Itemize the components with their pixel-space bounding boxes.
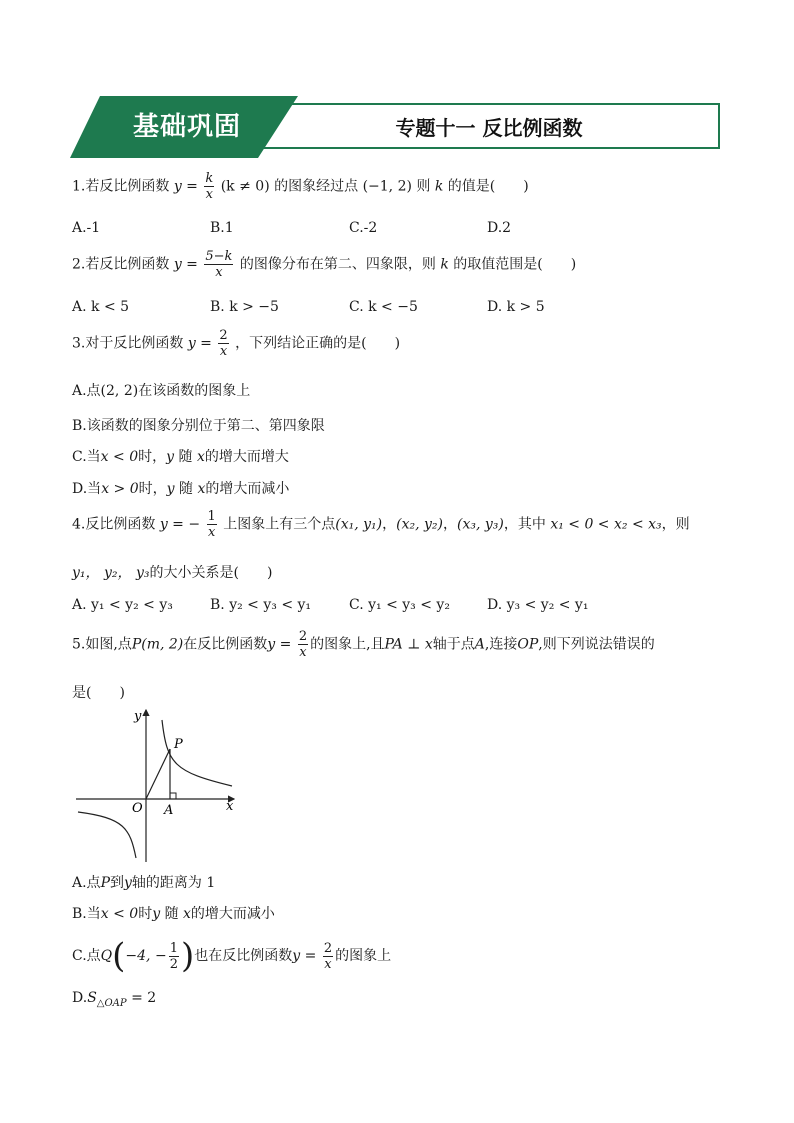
label-y: y <box>134 709 142 724</box>
question-3: 3.对于反比例函数 y = $\frac{2}{x}$ ，下列结论正确的是( ) <box>72 328 401 359</box>
q1-option-b: B.1 <box>210 220 234 236</box>
q1-option-c: C.-2 <box>349 220 378 236</box>
hyperbola-branch-q1 <box>162 720 232 786</box>
q4-option-a: A. y₁ < y₂ < y₃ <box>72 597 173 613</box>
q1-option-a: A.-1 <box>72 220 101 236</box>
label-x: x <box>226 799 234 814</box>
label-O: O <box>132 801 143 816</box>
header-section-label: 基础巩固 <box>132 112 241 142</box>
right-angle-mark <box>170 793 176 799</box>
question-1: 1.若反比例函数 y = $\frac{k}{x}$ (k ≠ 0) 的图象经过点 (−1, 2) 则 k 的值是( ) <box>72 171 529 202</box>
q2-option-a: A. k < 5 <box>72 299 130 315</box>
q5-option-b: B.当x < 0时y 随 x的增大而减小 <box>72 906 275 922</box>
hyperbola-branch-q3 <box>78 812 136 858</box>
q3-option-d: D.当x > 0时，y 随 x的增大而减小 <box>72 481 290 497</box>
fraction: $\frac{2}{x}$ <box>323 940 333 972</box>
q5-option-a: A.点P到y轴的距离为 1 <box>72 875 216 891</box>
fraction: $\frac{5-k}{x}$ <box>205 249 233 280</box>
fraction: $\frac{1}{2}$ <box>169 940 178 972</box>
header-topic-title: 专题十一 反比例函数 <box>395 116 583 140</box>
label-P: P <box>174 737 183 752</box>
q4-option-c: C. y₁ < y₃ < y₂ <box>349 597 450 613</box>
question-5-line2: 是( ) <box>72 685 125 701</box>
q4-option-d: D. y₃ < y₂ < y₁ <box>487 597 589 613</box>
q3-option-b: B.该函数的图象分别位于第二、第四象限 <box>72 418 325 434</box>
q3-option-a: A.点(2, 2)在该函数的图象上 <box>72 383 251 399</box>
q5-option-c: C.点Q(−4, − $\frac{1}{2}$ )也在反比例函数y = $\frac{2}{x}$ 的图象上 <box>72 936 392 976</box>
question-4: 4.反比例函数 y = − $\frac{1}{x}$ 上图象上有三个点(x₁, y₁)，(x₂, y₂)，(x₃, y₃)，其中 x₁ < 0 < x₂ < x₃，则 <box>72 509 690 540</box>
q4-option-b: B. y₂ < y₃ < y₁ <box>210 597 312 613</box>
q2-option-c: C. k < −5 <box>349 299 418 315</box>
q1-option-d: D.2 <box>487 220 512 236</box>
q5-option-d: $D.S_{\triangle OAP} = 2$ <box>72 990 157 1009</box>
segment-OP <box>146 749 170 799</box>
fraction: $\frac{2}{x}$ <box>298 629 308 660</box>
hyperbola-figure <box>74 704 244 864</box>
fraction: $\frac{2}{x}$ <box>219 328 228 359</box>
q2-option-b: B. k > −5 <box>210 299 279 315</box>
label-A: A <box>164 803 174 818</box>
fraction: $\frac{1}{x}$ <box>207 509 216 540</box>
question-2: 2.若反比例函数 y = $\frac{5-k}{x}$ 的图像分布在第二、四象限，则 k 的取值范围是( ) <box>72 249 577 280</box>
question-4-line2: y₁， y₂， y₃的大小关系是( ) <box>72 565 273 581</box>
question-5: 5.如图,点P(m, 2)在反比例函数y = $\frac{2}{x}$ 的图象上,且PA ⊥ x轴于点A,连接OP,则下列说法错误的 <box>72 629 655 660</box>
fraction: $\frac{k}{x}$ <box>205 171 214 202</box>
q2-option-d: D. k > 5 <box>487 299 545 315</box>
q3-option-c: C.当x < 0时，y 随 x的增大而增大 <box>72 449 289 465</box>
